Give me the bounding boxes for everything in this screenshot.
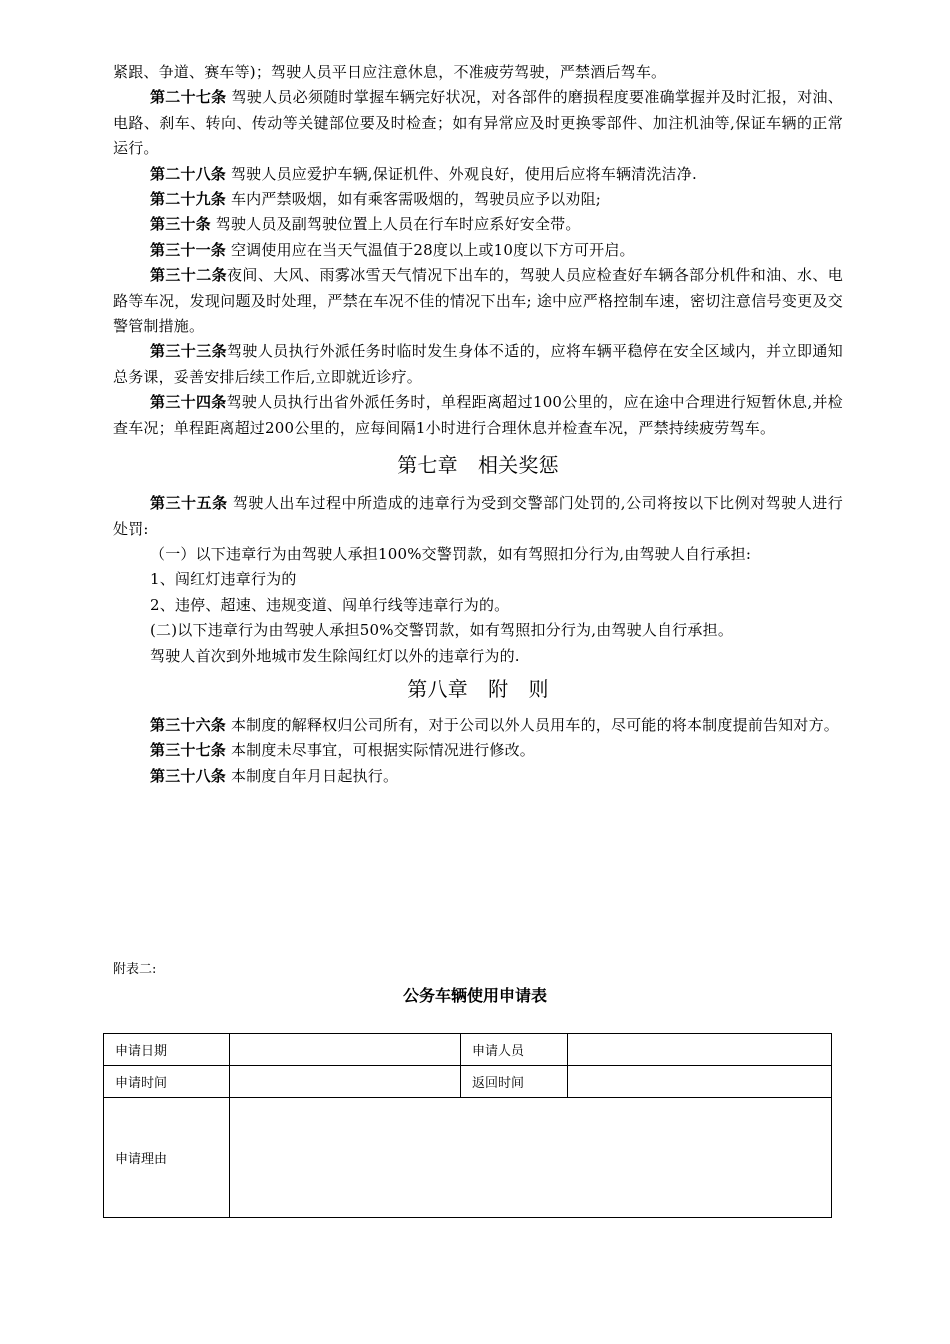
article-text: 驾驶人员必须随时掌握车辆完好状况，对各部件的磨损程度要准确掌握并及时汇报，对油、电路、刹车、转向、传动等关键部位要及时检查；如有异常应及时更换零部件、加注机油等,保证车辆的正常运行。 [113,88,843,158]
article-label: 第三十六条 [150,715,227,734]
article-text: 本制度未尽事宜，可根据实际情况进行修改。 [226,741,535,760]
form-row [104,1034,832,1066]
penalty-item-1: （一）以下违章行为由驾驶人承担100%交警罚款，如有驾照扣分行为,由驾驶人自行承担: [150,544,752,563]
article-text: 驾驶人员及副驾驶位置上人员在行车时应系好安全带。 [210,215,581,234]
article-38 [113,764,843,789]
applicant-label: 申请人员 [461,1034,568,1066]
form-title: 公务车辆使用申请表 [402,986,547,1005]
return-time-field[interactable] [568,1066,832,1098]
reason-label: 申请理由 [104,1098,230,1218]
article-text: 车内严禁吸烟，如有乘客需吸烟的，驾驶员应予以劝阻; [226,190,602,209]
return-time-label: 返回时间 [461,1066,568,1098]
article-label: 第二十八条 [150,164,227,183]
article-label: 第二十九条 [150,190,227,209]
apply-time-label: 申请时间 [104,1066,230,1098]
reason-field[interactable] [230,1098,832,1218]
article-31 [113,238,843,263]
chapter-7-heading: 第七章 相关奖惩 [397,453,559,478]
apply-date-label: 申请日期 [104,1034,230,1066]
article-text: 夜间、大风、雨雾冰雪天气情况下出车的，驾驶人员应检查好车辆各部分机件和油、水、电路等车况，发现问题及时处理，严禁在车况不佳的情况下出车; 途中应严格控制车速，密切注意信号变更及交警管制措施。 [113,266,843,336]
article-label: 第三十八条 [150,766,227,785]
vehicle-request-form [103,1033,832,1218]
apply-time-field[interactable] [230,1066,461,1098]
article-30 [113,212,843,237]
article-34 [113,390,843,441]
form-row [104,1098,832,1218]
annex-label: 附表二: [113,962,157,977]
article-label: 第三十四条 [150,393,227,412]
regulation-body [113,60,843,789]
article-37 [113,738,843,763]
article-35 [113,491,843,542]
article-28 [113,162,843,187]
article-label: 第二十七条 [150,88,227,107]
article-label: 第三十二条 [150,266,228,285]
article-text: 本制度自年月日起执行。 [226,766,399,785]
article-27 [113,85,843,161]
article-29 [113,187,843,212]
article-text: 驾驶人员应爱护车辆,保证机件、外观良好，使用后应将车辆清洗洁净. [226,164,697,183]
article-33 [113,339,843,390]
article-text: 驾驶人员执行外派任务时临时发生身体不适的，应将车辆平稳停在安全区域内，并立即通知总务课，妥善安排后续工作后,立即就近诊疗。 [113,342,843,386]
chapter-8-heading: 第八章 附 则 [407,676,549,701]
apply-date-field[interactable] [230,1034,461,1066]
article-text: 驾驶人员执行出省外派任务时，单程距离超过100公里的，应在途中合理进行短暂休息,并检查车况；单程距离超过200公里的，应每间隔1小时进行合理休息并检查车况，严禁持续疲劳驾车。 [113,393,843,437]
article-label: 第三十七条 [150,741,227,760]
form-row [104,1066,832,1098]
continuation-line: 紧跟、争道、赛车等)；驾驶人员平日应注意休息，不准疲劳驾驶，严禁酒后驾车。 [113,63,667,81]
article-text: 本制度的解释权归公司所有，对于公司以外人员用车的，尽可能的将本制度提前告知对方。 [226,715,839,734]
article-text: 空调使用应在当天气温值于28度以上或10度以下方可开启。 [226,240,635,259]
applicant-field[interactable] [568,1034,832,1066]
article-label: 第三十五条 [150,494,228,513]
penalty-item-1-1: 1、闯红灯违章行为的 [150,570,297,589]
article-text: 驾驶人出车过程中所造成的违章行为受到交警部门处罚的,公司将按以下比例对驾驶人进行处罚: [113,494,843,538]
penalty-item-2: (二)以下违章行为由驾驶人承担50%交警罚款，如有驾照扣分行为,由驾驶人自行承担。 [150,621,734,640]
article-label: 第三十条 [150,215,211,234]
penalty-item-1-2: 2、违停、超速、违规变道、闯单行线等违章行为的。 [150,595,510,614]
penalty-item-2-1: 驾驶人首次到外地城市发生除闯红灯以外的违章行为的. [150,646,520,665]
article-label: 第三十一条 [150,240,227,259]
article-label: 第三十三条 [150,342,228,361]
article-32 [113,263,843,339]
article-36 [113,713,843,738]
